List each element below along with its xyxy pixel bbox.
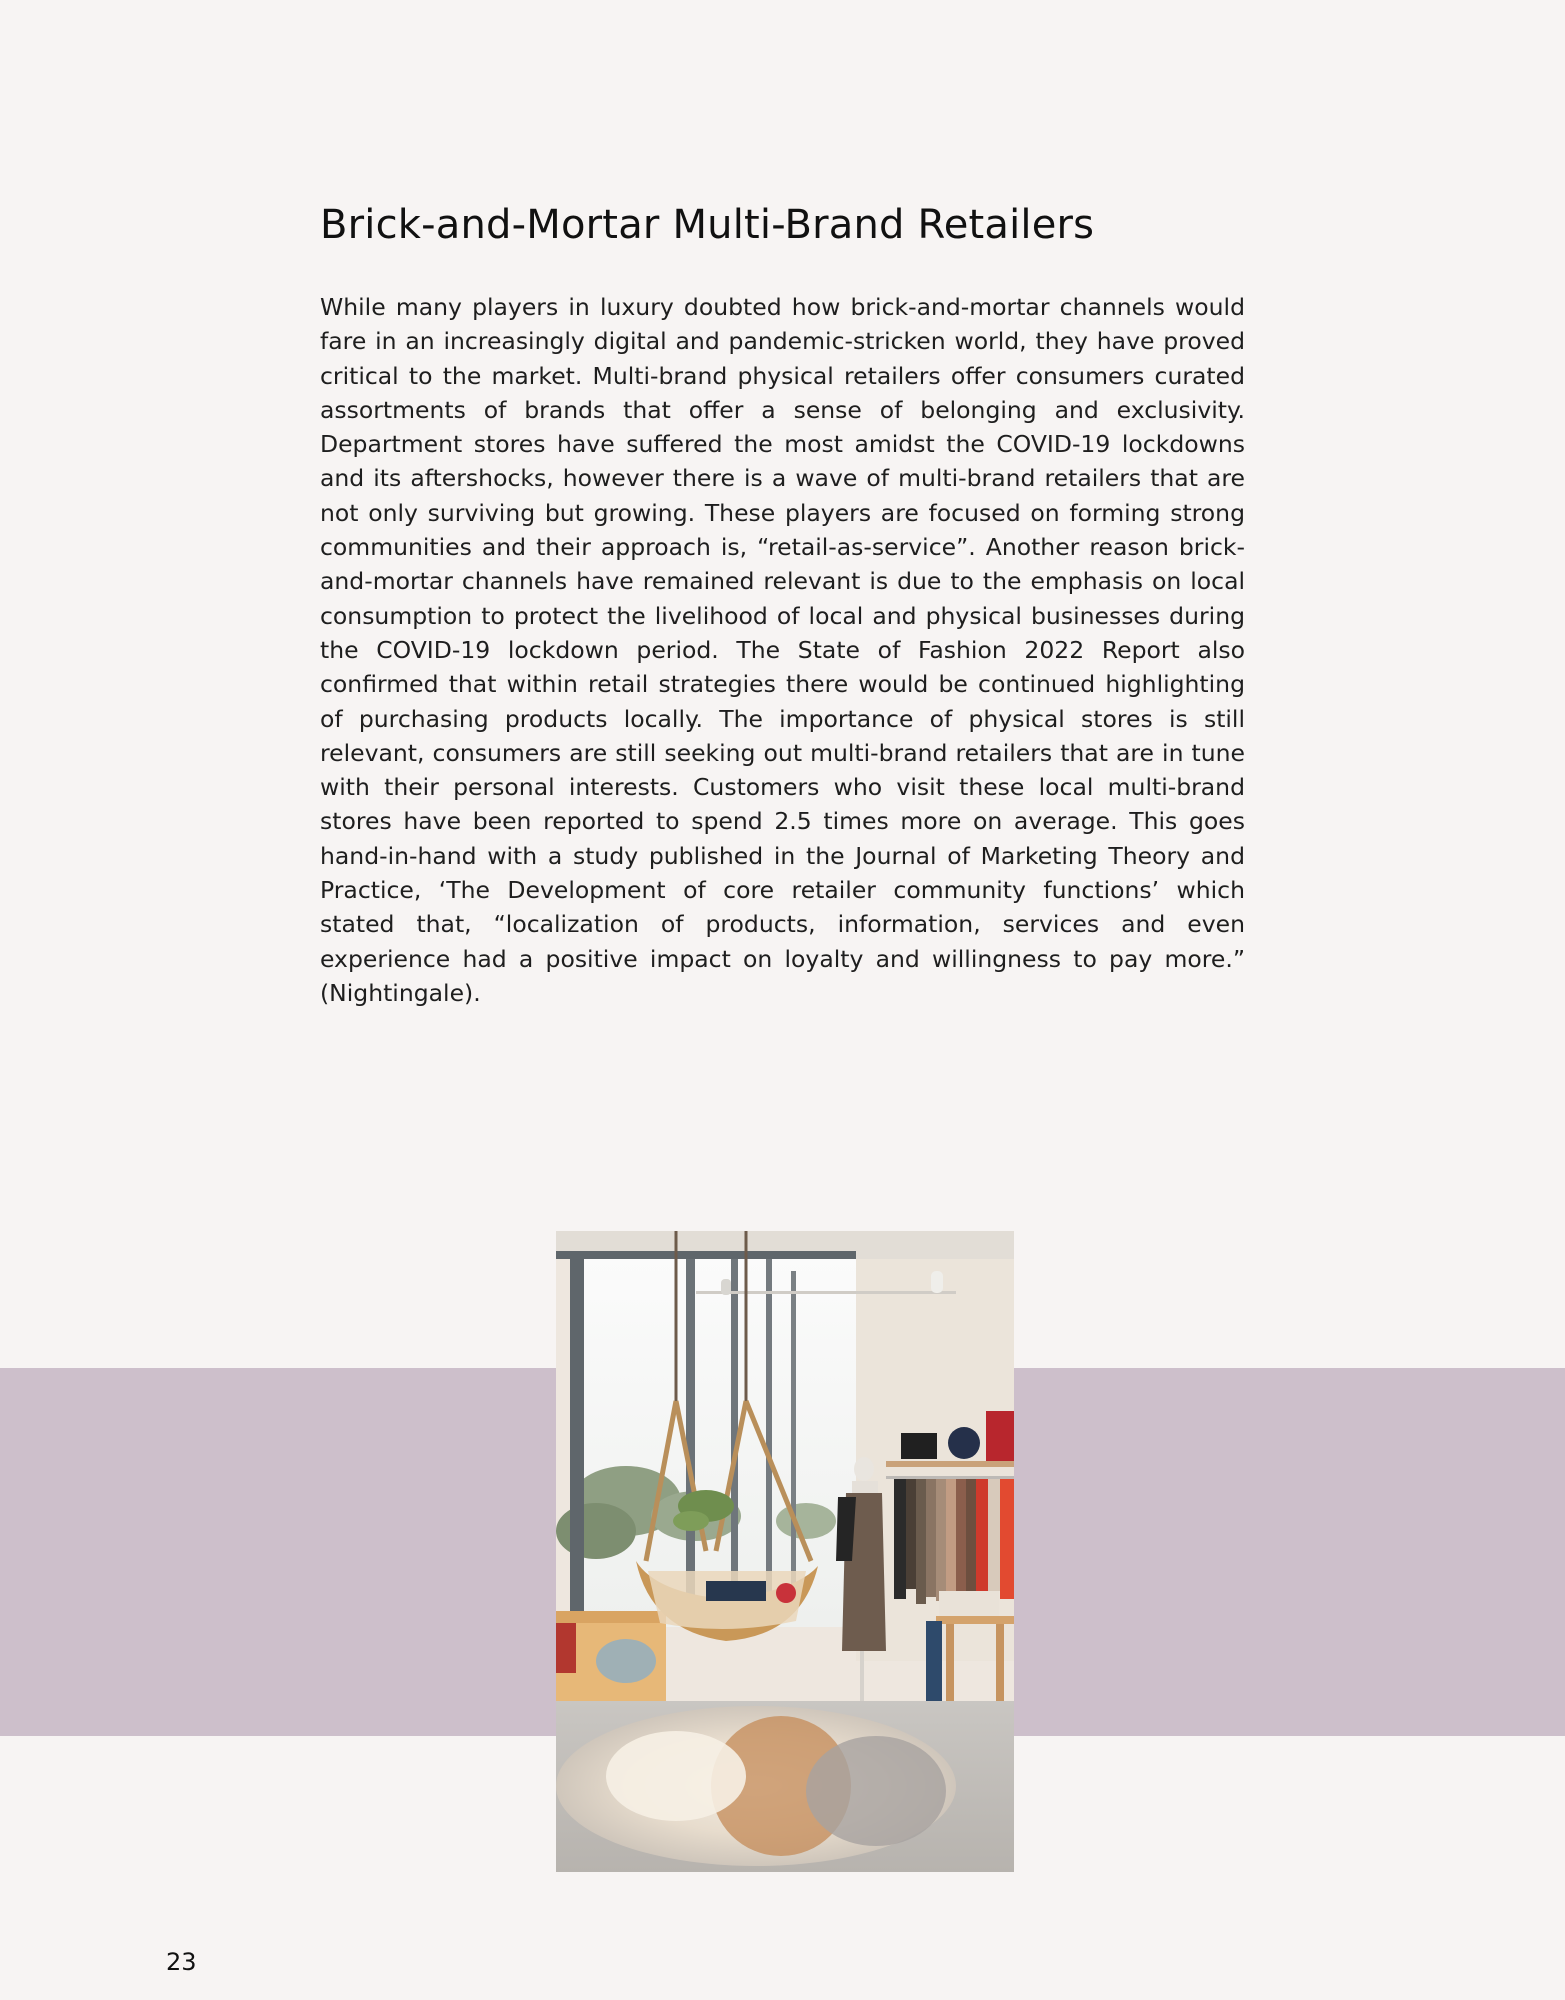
page-number: 23 xyxy=(166,1948,197,1976)
body-paragraph: While many players in luxury doubted how brick-and-mortar channels would fare in an increasingly digital and pandemic-stricken world, they have proved critical to the market. Multi-brand physical retailers offer consumers curated assortments of brands that offer a sense of belonging and exclusivity. Department stores have suffered the most amidst the COVID-19 lockdowns and its aftershocks, however there is a wave of multi-brand retailers that are not only surviving but growing. These players are focused on forming strong communities and their approach is, “retail-as-service”. Another reason brick-and-mortar channels have remained relevant is due to the emphasis on local consumption to protect the livelihood of local and physical businesses during the COVID-19 lockdown period. The State of Fashion 2022 Report also confirmed that within retail strategies there would be continued highlighting of purchasing products locally. The importance of physical stores is still relevant, consumers are still seeking out multi-brand retailers that are in tune with their personal interests. Customers who visit these local multi-brand stores have been reported to spend 2.5 times more on average. This goes hand-in-hand with a study published in the Journal of Marketing Theory and Practice, ‘The Development of core retailer community functions’ which stated that, “localization of products, information, services and even experience had a positive impact on loyalty and willingness to pay more.” (Nightingale). xyxy=(320,293,1245,1007)
store-interior-photo xyxy=(556,1231,1014,1872)
page-title: Brick-and-Mortar Multi-Brand Retailers xyxy=(320,202,1095,248)
